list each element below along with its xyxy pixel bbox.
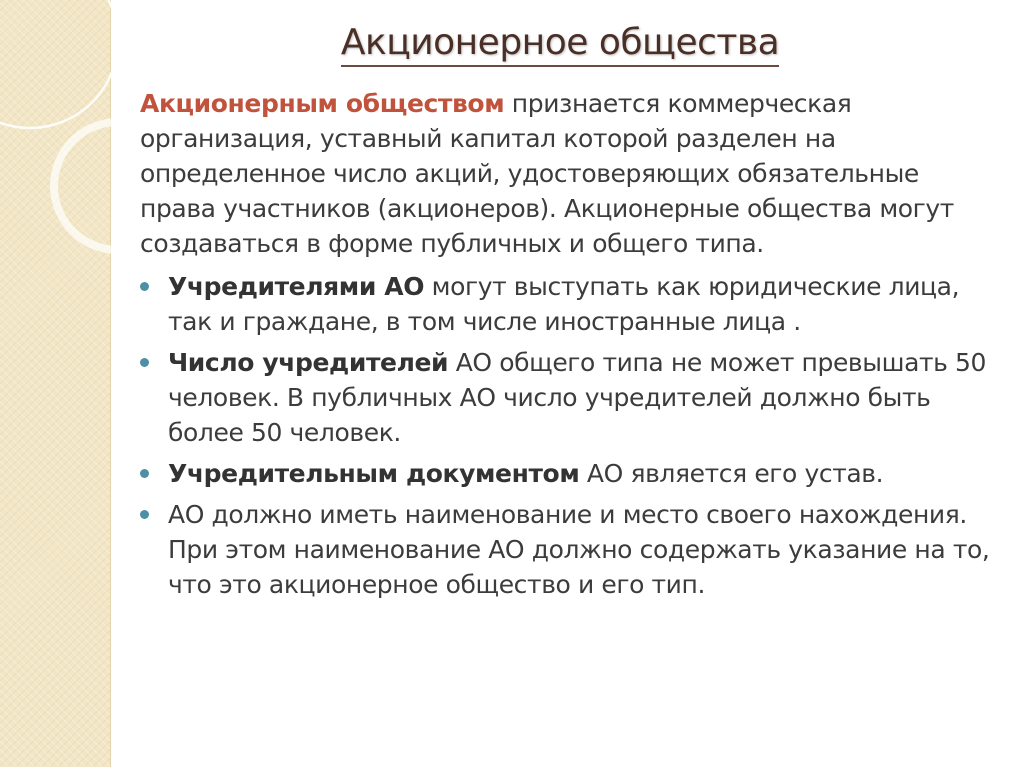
intro-highlight: Акционерным обществом (140, 89, 505, 118)
bullet-dot-icon (140, 469, 149, 478)
bullet-bold: Учредительным документом (168, 459, 580, 488)
slide-title-text: Акционерное общества (341, 22, 779, 67)
bullet-item (140, 497, 1000, 602)
bullet-item (140, 269, 1000, 339)
bullet-text: АО должно иметь наименование и место своего нахождения. При этом наименование АО должно содержать указание на то, что это акционерное общество и его тип. (168, 500, 990, 599)
bullet-dot-icon (140, 510, 149, 519)
bullet-item (140, 345, 1000, 450)
bullet-dot-icon (140, 358, 149, 367)
intro-paragraph (140, 86, 1000, 261)
slide-title (0, 22, 1024, 67)
slide-content (140, 86, 1000, 608)
bullet-text: АО является его устав. (579, 459, 884, 488)
bullet-text: могут выступать как юридические лица, так и граждане, в том числе иностранные лица . (168, 272, 960, 336)
bullet-dot-icon (140, 282, 149, 291)
bullet-item (140, 456, 1000, 491)
bullet-text: АО общего типа не может превышать 50 человек. В публичных АО число учредителей должно быть более 50 человек. (168, 348, 987, 447)
bullet-bold: Учредителями АО (168, 272, 425, 301)
intro-text: признается коммерческая организация, уставный капитал которой разделен на определенное число акций, удостоверяющих обязательные права участников (акционеров). Акционерные общества могут создаваться в форме публичных и общего типа. (140, 89, 954, 258)
bullet-list (140, 269, 1000, 602)
decorative-side-panel (0, 0, 111, 767)
bullet-bold: Число учредителей (168, 348, 449, 377)
